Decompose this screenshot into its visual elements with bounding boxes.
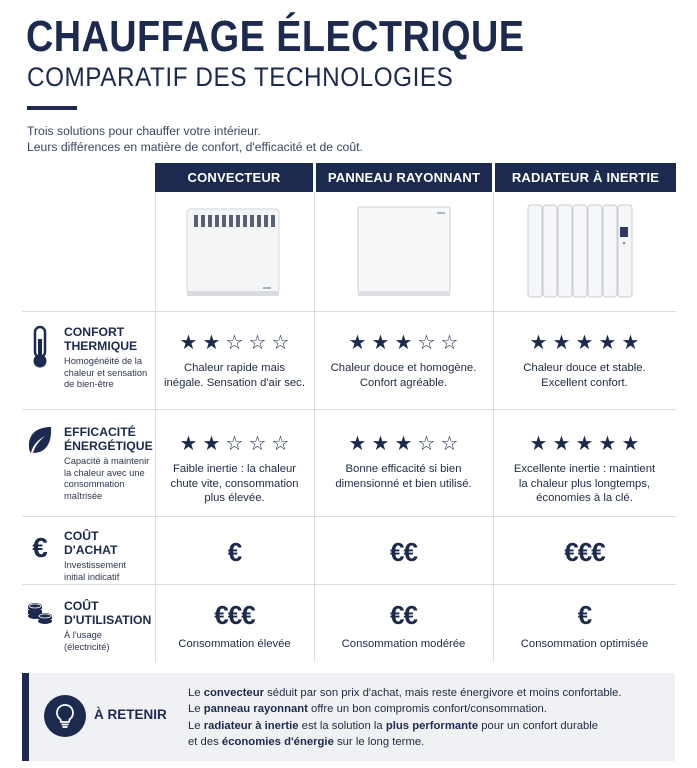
- euro-rating: €: [227, 537, 242, 567]
- grid-line: [22, 516, 676, 517]
- star-rating: [180, 333, 290, 353]
- row-subtitle: (électricité): [64, 641, 110, 652]
- star-filled-icon: ★: [621, 433, 640, 455]
- takeaway-line: Le radiateur à inertie est la solution la plus performante pour un confort durable: [188, 719, 599, 732]
- row-subtitle: Investissement: [64, 560, 127, 570]
- takeaway-line: Le convecteur séduit par son prix d'achat, mais reste énergivore et moins confortable.: [188, 687, 622, 699]
- row-title: ÉNERGÉTIQUE: [64, 439, 153, 453]
- rating-cell: [314, 434, 493, 491]
- euro-rating: €€€: [564, 537, 605, 567]
- row-subtitle: Capacité à maintenir: [64, 456, 150, 466]
- cost-cell: [314, 538, 493, 566]
- cell-description: chute vite, consommation: [170, 477, 299, 490]
- cell-description: Excellent confort.: [541, 376, 628, 389]
- leaf-icon: [26, 425, 54, 455]
- row-title: THERMIQUE: [64, 339, 138, 353]
- star-empty-icon: ☆: [440, 433, 459, 455]
- rating-cell: [314, 333, 493, 390]
- intro-line: Leurs différences en matière de confort, d'efficacité et de coût.: [27, 140, 363, 154]
- column-header-panneau: PANNEAU RAYONNANT: [316, 163, 492, 192]
- cell-description: Chaleur douce et stable.: [523, 362, 646, 374]
- star-filled-icon: ★: [348, 332, 367, 354]
- rating-cell: [155, 333, 314, 390]
- row-title: COÛT: [64, 529, 99, 543]
- takeaway-title: À RETENIR: [94, 707, 167, 722]
- cell-description: dimensionné et bien utilisé.: [335, 477, 472, 490]
- intro-text: [27, 123, 363, 155]
- euro-rating: €€€: [214, 600, 255, 630]
- coins-icon: [26, 599, 54, 627]
- takeaway-line: et des économies d'énergie sur le long terme.: [188, 736, 425, 749]
- grid-line: [22, 584, 676, 585]
- cost-cell: [155, 538, 314, 566]
- cell-description: Chaleur douce et homogène.: [330, 362, 477, 374]
- star-filled-icon: ★: [179, 332, 198, 354]
- star-filled-icon: ★: [371, 332, 390, 354]
- column-header-convecteur: CONVECTEUR: [155, 163, 313, 192]
- cell-description: Chaleur rapide mais: [183, 362, 286, 374]
- row-subtitle: consommation: [64, 479, 125, 489]
- star-filled-icon: ★: [621, 332, 640, 354]
- star-empty-icon: ☆: [440, 332, 459, 354]
- cost-cell: [155, 601, 314, 652]
- row-subtitle: de bien-être: [64, 379, 114, 389]
- star-empty-icon: ☆: [248, 433, 267, 455]
- star-filled-icon: ★: [552, 433, 571, 455]
- star-filled-icon: ★: [179, 433, 198, 455]
- star-filled-icon: ★: [575, 332, 594, 354]
- intro-line: Trois solutions pour chauffer votre intérieur.: [27, 124, 261, 138]
- thermometer-icon: [29, 325, 51, 369]
- star-filled-icon: ★: [598, 433, 617, 455]
- star-filled-icon: ★: [371, 433, 390, 455]
- grid-line: [22, 409, 676, 410]
- inertia-radiator-image: [526, 203, 638, 303]
- cost-cell: [493, 601, 676, 652]
- star-rating: [180, 434, 290, 454]
- star-filled-icon: ★: [394, 433, 413, 455]
- star-rating: [349, 333, 459, 353]
- cell-description: Bonne efficacité si bien: [345, 463, 462, 475]
- star-rating: [349, 434, 459, 454]
- grid-line: [314, 192, 315, 662]
- star-empty-icon: ☆: [417, 433, 436, 455]
- cell-description: Excellente inertie : maintient: [513, 463, 656, 475]
- grid-line: [155, 192, 156, 662]
- row-subtitle: À l'usage: [64, 630, 102, 640]
- star-filled-icon: ★: [529, 332, 548, 354]
- row-title: D'ACHAT: [64, 543, 118, 557]
- takeaway-text: [188, 685, 622, 751]
- star-filled-icon: ★: [529, 433, 548, 455]
- cell-description: Confort agréable.: [359, 376, 448, 389]
- row-subtitle: la chaleur avec une: [64, 467, 145, 478]
- row-label-cout-achat: [22, 529, 126, 583]
- cell-description: Consommation optimisée: [520, 638, 649, 650]
- euro-icon: €: [32, 532, 48, 563]
- cell-description: Consommation élevée: [178, 638, 291, 650]
- row-title: EFFICACITÉ: [64, 425, 136, 439]
- takeaway-panel: [22, 673, 675, 761]
- page-subtitle: COMPARATIF DES TECHNOLOGIES: [27, 62, 454, 92]
- takeaway-accent-bar: [22, 673, 29, 761]
- row-title: COÛT: [64, 599, 99, 613]
- euro-rating: €€: [390, 600, 417, 630]
- rating-cell: [493, 434, 676, 506]
- cell-description: plus élevée.: [204, 492, 265, 504]
- cell-description: Consommation modérée: [341, 638, 466, 650]
- row-label-cout-utilisation: [22, 599, 151, 653]
- cell-description: la chaleur plus longtemps,: [518, 477, 651, 490]
- lightbulb-icon: [54, 703, 76, 729]
- star-rating: [530, 333, 640, 353]
- row-subtitle: chaleur et sensation: [64, 367, 148, 378]
- title-rule: [27, 106, 77, 110]
- row-subtitle: initial indicatif: [64, 571, 120, 582]
- convector-image: [184, 205, 284, 299]
- star-filled-icon: ★: [394, 332, 413, 354]
- cell-description: Faible inertie : la chaleur: [172, 463, 297, 475]
- grid-line: [22, 311, 676, 312]
- star-empty-icon: ☆: [225, 332, 244, 354]
- row-subtitle: maîtrisée: [64, 490, 103, 501]
- cell-description: économies à la clé.: [536, 492, 633, 504]
- row-label-confort: [22, 325, 147, 391]
- cost-cell: [493, 538, 676, 566]
- star-rating: [530, 434, 640, 454]
- star-filled-icon: ★: [575, 433, 594, 455]
- rating-cell: [493, 333, 676, 390]
- star-filled-icon: ★: [202, 332, 221, 354]
- star-empty-icon: ☆: [417, 332, 436, 354]
- row-title: D'UTILISATION: [64, 613, 152, 627]
- star-filled-icon: ★: [202, 433, 221, 455]
- star-empty-icon: ☆: [271, 332, 290, 354]
- euro-rating: €: [577, 600, 592, 630]
- takeaway-line: Le panneau rayonnant offre un bon compromis confort/consommation.: [188, 703, 547, 716]
- grid-line: [493, 192, 494, 662]
- star-filled-icon: ★: [598, 332, 617, 354]
- star-empty-icon: ☆: [248, 332, 267, 354]
- row-title: CONFORT: [64, 325, 125, 339]
- radiant-panel-image: [355, 205, 455, 299]
- star-filled-icon: ★: [348, 433, 367, 455]
- cost-cell: [314, 601, 493, 652]
- star-empty-icon: ☆: [271, 433, 290, 455]
- star-empty-icon: ☆: [225, 433, 244, 455]
- rating-cell: [155, 434, 314, 506]
- star-filled-icon: ★: [552, 332, 571, 354]
- page-title: CHAUFFAGE ÉLECTRIQUE: [26, 12, 525, 61]
- cell-description: inégale. Sensation d'air sec.: [164, 376, 305, 389]
- takeaway-badge: [44, 695, 86, 737]
- euro-rating: €€: [390, 537, 417, 567]
- row-label-efficacite: [22, 425, 153, 502]
- column-header-inertie: RADIATEUR À INERTIE: [495, 163, 676, 192]
- row-subtitle: Homogénéité de la: [64, 356, 143, 366]
